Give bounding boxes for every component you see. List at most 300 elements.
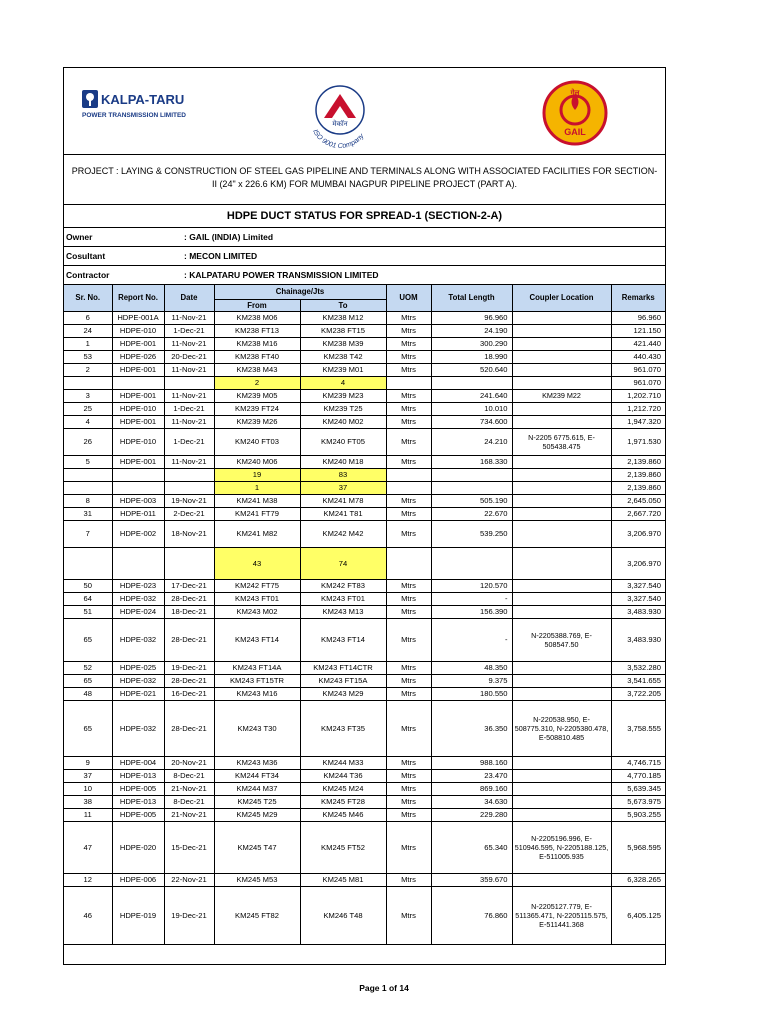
cell-report-no: HDPE-032 xyxy=(112,592,164,605)
cell-report-no: HDPE-026 xyxy=(112,350,164,363)
cell-report-no: HDPE-013 xyxy=(112,795,164,808)
cell-from: KM241 M82 xyxy=(214,520,300,547)
cell-to: KM241 M78 xyxy=(300,494,386,507)
cell-from: KM241 M38 xyxy=(214,494,300,507)
cell-from: KM243 T30 xyxy=(214,700,300,756)
cell-coupler-location xyxy=(512,468,611,481)
cell-remarks: 440.430 xyxy=(611,350,665,363)
cell-remarks: 3,758.555 xyxy=(611,700,665,756)
cell-to: 37 xyxy=(300,481,386,494)
cell-sr-no: 64 xyxy=(64,592,112,605)
cell-from: 43 xyxy=(214,547,300,579)
cell-uom: Mtrs xyxy=(386,520,431,547)
cell-uom: Mtrs xyxy=(386,700,431,756)
cell-coupler-location: N-2205 6775.615, E-505438.475 xyxy=(512,428,611,455)
cell-total-length: 10.010 xyxy=(431,402,512,415)
cell-from: KM243 FT15TR xyxy=(214,674,300,687)
cell-total-length: 180.550 xyxy=(431,687,512,700)
cell-total-length: 9.375 xyxy=(431,674,512,687)
cell-remarks: 2,645.050 xyxy=(611,494,665,507)
cell-uom: Mtrs xyxy=(386,324,431,337)
cell-report-no: HDPE-023 xyxy=(112,579,164,592)
cell-coupler-location: N-2205196.996, E-510946.595, N-2205188.125, E-511005.935 xyxy=(512,821,611,873)
cell-uom: Mtrs xyxy=(386,455,431,468)
cell-sr-no: 5 xyxy=(64,455,112,468)
cell-remarks: 1,947.320 xyxy=(611,415,665,428)
cell-sr-no: 24 xyxy=(64,324,112,337)
cell-date: 17-Dec-21 xyxy=(164,579,214,592)
cell-total-length xyxy=(431,547,512,579)
consultant-value: : MECON LIMITED xyxy=(184,251,258,261)
cell-uom: Mtrs xyxy=(386,389,431,402)
table-row xyxy=(64,821,665,873)
gail-emblem-icon xyxy=(542,80,608,146)
cell-coupler-location xyxy=(512,520,611,547)
cell-report-no: HDPE-020 xyxy=(112,821,164,873)
cell-uom: Mtrs xyxy=(386,311,431,324)
cell-coupler-location xyxy=(512,547,611,579)
table-row xyxy=(64,782,665,795)
table-row xyxy=(64,507,665,520)
table-row xyxy=(64,769,665,782)
cell-from: KM244 M37 xyxy=(214,782,300,795)
cell-uom: Mtrs xyxy=(386,618,431,661)
cell-report-no: HDPE-010 xyxy=(112,428,164,455)
table-row xyxy=(64,687,665,700)
cell-remarks: 96.960 xyxy=(611,311,665,324)
cell-sr-no: 2 xyxy=(64,363,112,376)
cell-sr-no: 26 xyxy=(64,428,112,455)
table-row xyxy=(64,795,665,808)
cell-report-no: HDPE-021 xyxy=(112,687,164,700)
cell-remarks: 2,667.720 xyxy=(611,507,665,520)
cell-total-length: 359.670 xyxy=(431,873,512,886)
cell-from: 2 xyxy=(214,376,300,389)
cell-to: KM239 M23 xyxy=(300,389,386,402)
cell-date: 19-Dec-21 xyxy=(164,661,214,674)
cell-uom: Mtrs xyxy=(386,674,431,687)
owner-label: Owner xyxy=(66,232,93,242)
cell-remarks: 961.070 xyxy=(611,363,665,376)
cell-to: KM243 FT01 xyxy=(300,592,386,605)
cell-sr-no: 37 xyxy=(64,769,112,782)
cell-date xyxy=(164,468,214,481)
cell-total-length: 76.860 xyxy=(431,886,512,944)
cell-sr-no: 9 xyxy=(64,756,112,769)
cell-coupler-location: N-220538.950, E-508775.310, N-2205380.478, E-508810.485 xyxy=(512,700,611,756)
cell-report-no: HDPE-001 xyxy=(112,389,164,402)
cell-uom: Mtrs xyxy=(386,415,431,428)
cell-to: KM241 T81 xyxy=(300,507,386,520)
cell-to: KM238 FT15 xyxy=(300,324,386,337)
cell-coupler-location xyxy=(512,795,611,808)
table-row xyxy=(64,494,665,507)
cell-from: KM243 FT14A xyxy=(214,661,300,674)
cell-total-length: 120.570 xyxy=(431,579,512,592)
cell-sr-no: 10 xyxy=(64,782,112,795)
cell-total-length: 48.350 xyxy=(431,661,512,674)
cell-date: 1-Dec-21 xyxy=(164,402,214,415)
report-title: HDPE DUCT STATUS FOR SPREAD-1 (SECTION-2-A) xyxy=(64,205,665,228)
cell-sr-no: 7 xyxy=(64,520,112,547)
cell-total-length: 23.470 xyxy=(431,769,512,782)
cell-date: 11-Nov-21 xyxy=(164,389,214,402)
cell-remarks: 2,139.860 xyxy=(611,481,665,494)
cell-coupler-location xyxy=(512,756,611,769)
cell-from: KM238 FT13 xyxy=(214,324,300,337)
cell-date: 28-Dec-21 xyxy=(164,700,214,756)
table-row xyxy=(64,520,665,547)
cell-uom xyxy=(386,468,431,481)
cell-from: KM243 M36 xyxy=(214,756,300,769)
contractor-row xyxy=(64,266,665,285)
cell-from: KM238 M16 xyxy=(214,337,300,350)
contractor-label: Contractor xyxy=(66,270,110,280)
cell-report-no: HDPE-032 xyxy=(112,674,164,687)
cell-to: KM240 M02 xyxy=(300,415,386,428)
table-row xyxy=(64,873,665,886)
cell-sr-no: 52 xyxy=(64,661,112,674)
cell-uom: Mtrs xyxy=(386,661,431,674)
table-row xyxy=(64,661,665,674)
table-row xyxy=(64,547,665,579)
cell-sr-no xyxy=(64,547,112,579)
col-total-length: Total Length xyxy=(431,285,512,311)
cell-remarks: 3,206.970 xyxy=(611,547,665,579)
cell-date: 8-Dec-21 xyxy=(164,795,214,808)
cell-uom: Mtrs xyxy=(386,428,431,455)
cell-report-no: HDPE-002 xyxy=(112,520,164,547)
cell-remarks: 4,770.185 xyxy=(611,769,665,782)
cell-remarks: 2,139.860 xyxy=(611,455,665,468)
cell-total-length: - xyxy=(431,592,512,605)
cell-date: 18-Dec-21 xyxy=(164,605,214,618)
cell-date: 20-Dec-21 xyxy=(164,350,214,363)
cell-report-no: HDPE-011 xyxy=(112,507,164,520)
col-date: Date xyxy=(164,285,214,311)
cell-from: KM245 FT82 xyxy=(214,886,300,944)
cell-report-no: HDPE-001 xyxy=(112,455,164,468)
cell-sr-no: 4 xyxy=(64,415,112,428)
cell-to: KM238 T42 xyxy=(300,350,386,363)
cell-to: KM245 M24 xyxy=(300,782,386,795)
cell-total-length: 36.350 xyxy=(431,700,512,756)
table-row xyxy=(64,389,665,402)
cell-from: KM243 FT01 xyxy=(214,592,300,605)
cell-uom: Mtrs xyxy=(386,494,431,507)
cell-sr-no: 31 xyxy=(64,507,112,520)
cell-report-no: HDPE-025 xyxy=(112,661,164,674)
cell-total-length: 300.290 xyxy=(431,337,512,350)
cell-sr-no: 48 xyxy=(64,687,112,700)
cell-report-no: HDPE-010 xyxy=(112,324,164,337)
cell-from: KM238 M06 xyxy=(214,311,300,324)
cell-from: KM239 M26 xyxy=(214,415,300,428)
cell-coupler-location xyxy=(512,324,611,337)
cell-to: KM243 FT35 xyxy=(300,700,386,756)
cell-total-length: 505.190 xyxy=(431,494,512,507)
cell-remarks: 1,971.530 xyxy=(611,428,665,455)
cell-total-length: 734.600 xyxy=(431,415,512,428)
gail-logo-text: GAIL xyxy=(564,127,586,137)
cell-from: 1 xyxy=(214,481,300,494)
cell-report-no: HDPE-001 xyxy=(112,337,164,350)
cell-to: KM240 FT05 xyxy=(300,428,386,455)
table-row xyxy=(64,468,665,481)
cell-uom: Mtrs xyxy=(386,808,431,821)
cell-report-no xyxy=(112,376,164,389)
cell-date: 1-Dec-21 xyxy=(164,428,214,455)
cell-date: 2-Dec-21 xyxy=(164,507,214,520)
col-uom: UOM xyxy=(386,285,431,311)
cell-date: 28-Dec-21 xyxy=(164,592,214,605)
cell-date xyxy=(164,481,214,494)
cell-to: 4 xyxy=(300,376,386,389)
cell-coupler-location xyxy=(512,661,611,674)
cell-to: KM242 M42 xyxy=(300,520,386,547)
cell-report-no: HDPE-001 xyxy=(112,363,164,376)
cell-from: KM240 FT03 xyxy=(214,428,300,455)
cell-coupler-location xyxy=(512,782,611,795)
cell-remarks: 4,746.715 xyxy=(611,756,665,769)
cell-total-length xyxy=(431,468,512,481)
cell-remarks: 3,541.655 xyxy=(611,674,665,687)
cell-from: KM239 FT24 xyxy=(214,402,300,415)
cell-sr-no: 11 xyxy=(64,808,112,821)
cell-sr-no xyxy=(64,376,112,389)
cell-total-length xyxy=(431,481,512,494)
contractor-value: : KALPATARU POWER TRANSMISSION LIMITED xyxy=(184,270,379,280)
cell-coupler-location xyxy=(512,455,611,468)
cell-report-no: HDPE-032 xyxy=(112,618,164,661)
cell-date: 20-Nov-21 xyxy=(164,756,214,769)
cell-report-no: HDPE-001 xyxy=(112,415,164,428)
cell-sr-no: 25 xyxy=(64,402,112,415)
cell-total-length: 65.340 xyxy=(431,821,512,873)
cell-remarks: 5,968.595 xyxy=(611,821,665,873)
cell-sr-no: 46 xyxy=(64,886,112,944)
cell-date: 28-Dec-21 xyxy=(164,618,214,661)
report-sheet xyxy=(63,67,666,965)
table-row xyxy=(64,618,665,661)
cell-to: KM239 M01 xyxy=(300,363,386,376)
cell-report-no xyxy=(112,547,164,579)
cell-total-length: 539.250 xyxy=(431,520,512,547)
table-row xyxy=(64,886,665,944)
table-body xyxy=(64,311,665,944)
cell-total-length: 24.190 xyxy=(431,324,512,337)
mecon-emblem-icon xyxy=(300,78,380,148)
cell-sr-no xyxy=(64,481,112,494)
cell-coupler-location xyxy=(512,494,611,507)
cell-total-length: 96.960 xyxy=(431,311,512,324)
cell-coupler-location: N-2205127.779, E-511365.471, N-2205115.575, E-511441.368 xyxy=(512,886,611,944)
cell-sr-no: 8 xyxy=(64,494,112,507)
cell-from: KM242 FT75 xyxy=(214,579,300,592)
cell-uom xyxy=(386,547,431,579)
cell-to: KM238 M12 xyxy=(300,311,386,324)
cell-remarks: 1,202.710 xyxy=(611,389,665,402)
cell-total-length xyxy=(431,376,512,389)
cell-to: KM246 T48 xyxy=(300,886,386,944)
gail-hindi-text: गेल xyxy=(570,89,580,97)
cell-coupler-location xyxy=(512,687,611,700)
cell-uom: Mtrs xyxy=(386,350,431,363)
cell-total-length: 229.280 xyxy=(431,808,512,821)
table-row xyxy=(64,481,665,494)
table-row xyxy=(64,455,665,468)
col-sr-no: Sr. No. xyxy=(64,285,112,311)
cell-sr-no: 1 xyxy=(64,337,112,350)
cell-coupler-location xyxy=(512,311,611,324)
cell-to: KM245 FT52 xyxy=(300,821,386,873)
cell-remarks: 3,327.540 xyxy=(611,579,665,592)
cell-uom: Mtrs xyxy=(386,363,431,376)
cell-coupler-location xyxy=(512,507,611,520)
cell-report-no: HDPE-004 xyxy=(112,756,164,769)
cell-report-no: HDPE-024 xyxy=(112,605,164,618)
cell-uom: Mtrs xyxy=(386,605,431,618)
table-row xyxy=(64,605,665,618)
cell-from: KM239 M05 xyxy=(214,389,300,402)
cell-remarks: 3,483.930 xyxy=(611,618,665,661)
table-row xyxy=(64,579,665,592)
col-chainage: Chainage/Jts xyxy=(214,285,386,299)
cell-report-no xyxy=(112,481,164,494)
cell-date: 21-Nov-21 xyxy=(164,782,214,795)
cell-to: KM243 FT14 xyxy=(300,618,386,661)
cell-to: KM238 M39 xyxy=(300,337,386,350)
cell-total-length: 869.160 xyxy=(431,782,512,795)
cell-date: 1-Dec-21 xyxy=(164,324,214,337)
cell-coupler-location xyxy=(512,674,611,687)
table-row xyxy=(64,674,665,687)
cell-uom: Mtrs xyxy=(386,687,431,700)
cell-sr-no: 65 xyxy=(64,618,112,661)
cell-report-no: HDPE-006 xyxy=(112,873,164,886)
cell-report-no: HDPE-010 xyxy=(112,402,164,415)
cell-coupler-location xyxy=(512,402,611,415)
cell-total-length: 24.210 xyxy=(431,428,512,455)
cell-from: KM243 M16 xyxy=(214,687,300,700)
cell-coupler-location xyxy=(512,873,611,886)
cell-to: KM243 FT15A xyxy=(300,674,386,687)
cell-from: KM243 FT14 xyxy=(214,618,300,661)
cell-sr-no: 50 xyxy=(64,579,112,592)
cell-to: KM243 M29 xyxy=(300,687,386,700)
cell-sr-no: 53 xyxy=(64,350,112,363)
iso-text: ISO 9001 Company xyxy=(311,128,366,148)
cell-from: KM238 FT40 xyxy=(214,350,300,363)
consultant-row xyxy=(64,247,665,266)
mecon-hindi-text: मेकॉन xyxy=(332,120,348,128)
cell-remarks: 121.150 xyxy=(611,324,665,337)
cell-uom xyxy=(386,376,431,389)
hdpe-status-table xyxy=(64,285,665,945)
cell-from: KM245 T47 xyxy=(214,821,300,873)
col-coupler-location: Coupler Location xyxy=(512,285,611,311)
cell-total-length: 241.640 xyxy=(431,389,512,402)
table-row xyxy=(64,700,665,756)
table-row xyxy=(64,311,665,324)
cell-sr-no: 38 xyxy=(64,795,112,808)
gail-logo xyxy=(542,80,608,146)
cell-report-no: HDPE-003 xyxy=(112,494,164,507)
col-remarks: Remarks xyxy=(611,285,665,311)
cell-uom: Mtrs xyxy=(386,756,431,769)
cell-remarks: 2,139.860 xyxy=(611,468,665,481)
cell-from: KM245 M53 xyxy=(214,873,300,886)
table-row xyxy=(64,756,665,769)
cell-coupler-location xyxy=(512,808,611,821)
cell-coupler-location xyxy=(512,579,611,592)
cell-to: KM243 FT14CTR xyxy=(300,661,386,674)
cell-coupler-location: N-2205388.769, E-508547.50 xyxy=(512,618,611,661)
cell-from: KM245 M29 xyxy=(214,808,300,821)
cell-date: 11-Nov-21 xyxy=(164,363,214,376)
cell-sr-no: 65 xyxy=(64,700,112,756)
cell-date: 11-Nov-21 xyxy=(164,311,214,324)
cell-sr-no: 47 xyxy=(64,821,112,873)
cell-report-no: HDPE-019 xyxy=(112,886,164,944)
cell-uom: Mtrs xyxy=(386,592,431,605)
cell-uom: Mtrs xyxy=(386,821,431,873)
cell-to: KM244 M33 xyxy=(300,756,386,769)
cell-uom: Mtrs xyxy=(386,579,431,592)
cell-coupler-location xyxy=(512,481,611,494)
cell-uom: Mtrs xyxy=(386,337,431,350)
table-row xyxy=(64,324,665,337)
page-footer: Page 1 of 14 xyxy=(359,983,409,993)
cell-remarks: 1,212.720 xyxy=(611,402,665,415)
cell-total-length: 520.640 xyxy=(431,363,512,376)
cell-to: 74 xyxy=(300,547,386,579)
cell-date: 8-Dec-21 xyxy=(164,769,214,782)
cell-total-length: 34.630 xyxy=(431,795,512,808)
owner-row xyxy=(64,228,665,247)
cell-to: KM240 M18 xyxy=(300,455,386,468)
cell-uom: Mtrs xyxy=(386,795,431,808)
cell-sr-no: 12 xyxy=(64,873,112,886)
cell-date: 16-Dec-21 xyxy=(164,687,214,700)
table-row xyxy=(64,415,665,428)
table-row xyxy=(64,350,665,363)
cell-remarks: 3,722.205 xyxy=(611,687,665,700)
cell-remarks: 6,328.265 xyxy=(611,873,665,886)
cell-sr-no: 65 xyxy=(64,674,112,687)
cell-date: 11-Nov-21 xyxy=(164,337,214,350)
kalpataru-logo xyxy=(82,88,192,132)
table-row xyxy=(64,337,665,350)
cell-remarks: 5,673.975 xyxy=(611,795,665,808)
cell-report-no xyxy=(112,468,164,481)
cell-remarks: 3,206.970 xyxy=(611,520,665,547)
table-row xyxy=(64,376,665,389)
cell-date: 21-Nov-21 xyxy=(164,808,214,821)
cell-from: 19 xyxy=(214,468,300,481)
cell-remarks: 5,639.345 xyxy=(611,782,665,795)
cell-remarks: 421.440 xyxy=(611,337,665,350)
table-row xyxy=(64,363,665,376)
cell-from: KM244 FT34 xyxy=(214,769,300,782)
cell-date: 19-Dec-21 xyxy=(164,886,214,944)
logo-band xyxy=(64,68,665,155)
cell-from: KM240 M06 xyxy=(214,455,300,468)
col-from: From xyxy=(214,299,300,311)
cell-date: 28-Dec-21 xyxy=(164,674,214,687)
mecon-iso-logo xyxy=(300,78,380,148)
table-row xyxy=(64,402,665,415)
